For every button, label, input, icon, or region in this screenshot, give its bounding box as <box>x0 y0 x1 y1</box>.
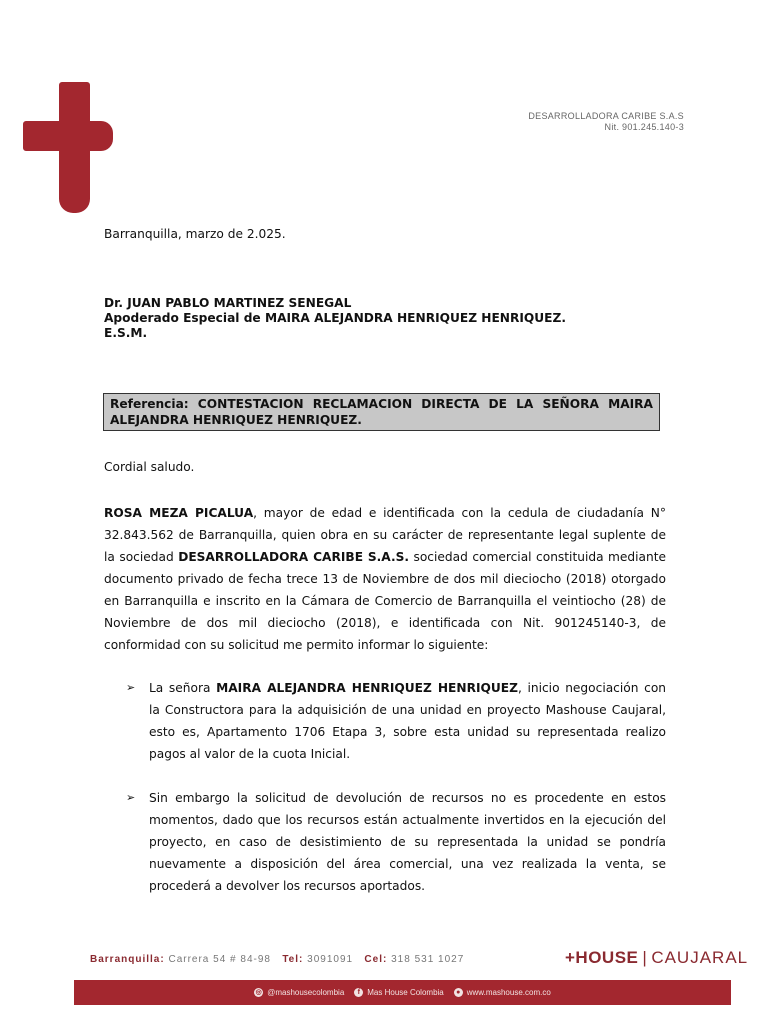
arrow-bullet-icon: ➢ <box>126 681 136 694</box>
facebook-icon: f <box>354 988 363 997</box>
footer-cel-label: Cel: <box>364 954 388 965</box>
recipient-name: Dr. JUAN PABLO MARTINEZ SENEGAL <box>104 296 352 310</box>
bullet-2-text: Sin embargo la solicitud de devolución de recursos no es procedente en estos momentos, dado que los recursos están actualmente invertidos en la ejecución del proyecto, en caso de desistimiento de su representada la unidad se pondría nuevamente a disposición del área comercial, una vez realizada la venta, se procederá a devolver los recursos aportados. <box>149 791 666 893</box>
letterhead-company <box>528 111 684 133</box>
greeting: Cordial saludo. <box>104 460 195 474</box>
footer-social-bar <box>74 980 731 1005</box>
social-facebook <box>354 988 443 997</box>
footer-contact <box>90 954 464 965</box>
social-instagram <box>254 988 344 997</box>
instagram-icon: ◎ <box>255 989 262 996</box>
website-url: www.mashouse.com.co <box>466 988 551 997</box>
intro-paragraph <box>104 502 666 656</box>
bullet-list <box>126 677 666 897</box>
bullet-1-pre: La señora <box>149 681 217 695</box>
footer-tel: 3091091 <box>307 954 354 965</box>
logo-cross-horizontal <box>23 121 113 151</box>
company-name-inline: DESARROLLADORA CARIBE S.A.S. <box>178 550 409 564</box>
signer-name: ROSA MEZA PICALUA <box>104 506 254 520</box>
recipient-role: Apoderado Especial de MAIRA ALEJANDRA HENRIQUEZ HENRIQUEZ. <box>104 311 566 325</box>
company-nit: Nit. 901.245.140-3 <box>604 122 684 132</box>
footer-tel-label: Tel: <box>282 954 304 965</box>
brand-sub: CAUJARAL <box>651 948 749 967</box>
footer-city-label: Barranquilla: <box>90 954 165 965</box>
footer-cel: 318 531 1027 <box>391 954 465 965</box>
list-item <box>126 787 666 897</box>
intro-text-2: sociedad comercial constituida mediante documento privado de fecha trece 13 de Noviembre de dos mil dieciocho (2018) otorgado en Barranquilla e inscrito en la Cámara de Comercio de Barranquilla el veintiocho (28) de Noviembre de dos mil dieciocho (2018), e identificada con Nit. 901245140-3, de conformidad con su solicitud me permito informar lo siguiente: <box>104 550 666 652</box>
list-item <box>126 677 666 765</box>
recipient-block <box>104 296 666 341</box>
bullet-1-bold: MAIRA ALEJANDRA HENRIQUEZ HENRIQUEZ <box>216 681 518 695</box>
reference-box: Referencia: CONTESTACION RECLAMACION DIRECTA DE LA SEÑORA MAIRA ALEJANDRA HENRIQUEZ HENRIQUEZ. <box>103 393 660 431</box>
brand-main: +HOUSE <box>565 948 639 967</box>
brand-separator: | <box>642 948 648 967</box>
social-website <box>454 988 551 997</box>
bullet-1-post: , inicio negociación con la Constructora para la adquisición de una unidad en proyecto Mashouse Caujaral, esto es, Apartamento 1706 Etapa 3, sobre esta unidad su representada realizo pagos al valor de la cuota Inicial. <box>149 681 667 761</box>
globe-icon: ● <box>454 988 463 997</box>
footer-address: Carrera 54 # 84-98 <box>168 954 271 965</box>
brand-logo <box>565 948 748 968</box>
company-name: DESARROLLADORA CARIBE S.A.S <box>528 111 684 121</box>
intro-text-1: , mayor de edad e identificada con la cedula de ciudadanía N° 32.843.562 de Barranquilla, quien obra en su carácter de representante legal suplente de la sociedad <box>104 506 666 564</box>
date-line: Barranquilla, marzo de 2.025. <box>104 227 286 241</box>
instagram-handle: @mashousecolombia <box>267 988 345 997</box>
facebook-name: Mas House Colombia <box>367 988 444 997</box>
recipient-esm: E.S.M. <box>104 326 148 340</box>
arrow-bullet-icon: ➢ <box>126 791 136 804</box>
